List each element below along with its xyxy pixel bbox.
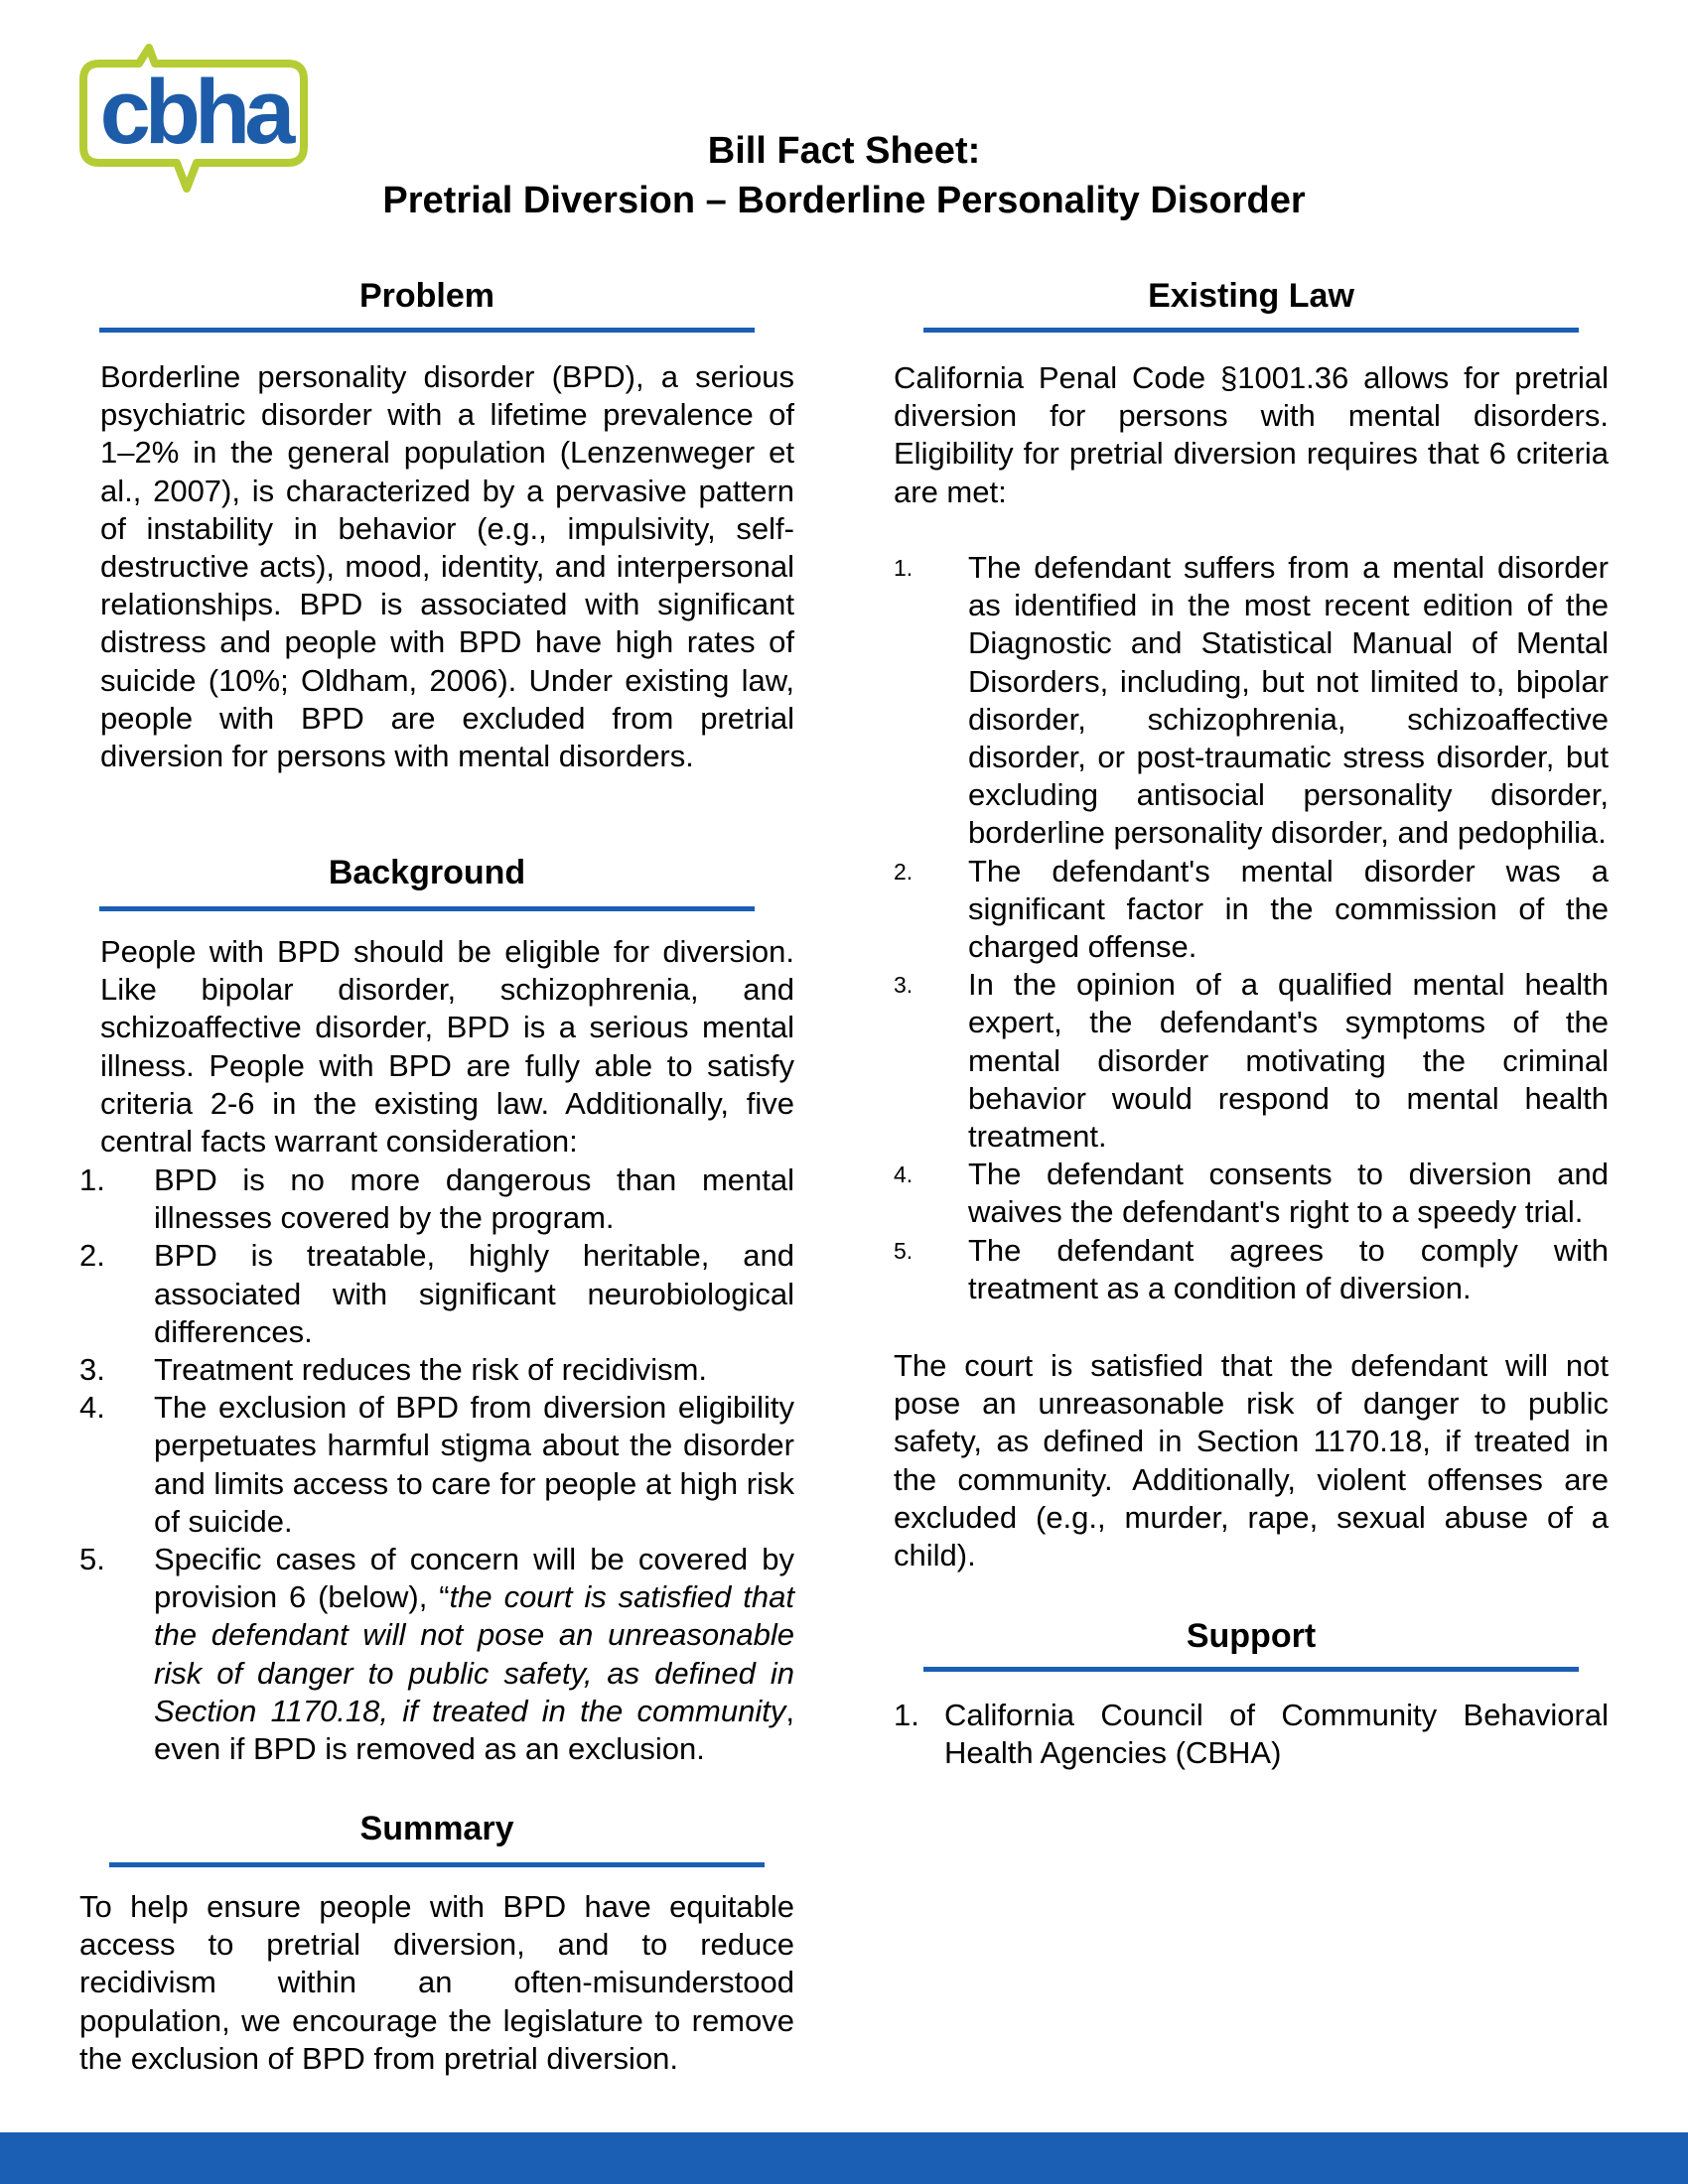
list-item — [79, 1237, 794, 1351]
list-text: California Council of Community Behavioral Health Agencies (CBHA) — [944, 1698, 1609, 1771]
existing-law-intro: California Penal Code §1001.36 allows for pretrial diversion for persons with mental disorders. Eligibility for pretrial diversion requires that 6 criteria are met: — [894, 360, 1609, 509]
existing-law-rule — [923, 328, 1579, 333]
support-heading: Support — [1186, 1617, 1317, 1655]
list-text: The defendant consents to diversion and waives the defendant's right to a speedy trial. — [968, 1157, 1609, 1230]
list-text: BPD is treatable, highly heritable, and associated with significant neurobiological differences. — [154, 1238, 794, 1349]
list-item — [894, 966, 1609, 1156]
support-list — [894, 1697, 1609, 1772]
logo-text: cbha — [99, 62, 290, 163]
summary-heading: Summary — [359, 1810, 514, 1847]
existing-law-list — [894, 549, 1609, 1307]
problem-text: Borderline personality disorder (BPD), a serious psychiatric disorder with a lifetime prevalence of 1–2% in the general population (Lenzenweger et al., 2007), is characterized by a pervasive pattern of instability in behavior (e.g., impulsivity, self-destructive acts), mood, identity, and interpersonal relationships. BPD is associated with significant distress and people with BPD have high rates of suicide (10%; Oldham, 2006). Under existing law, people with BPD are excluded from pretrial diversion for persons with mental disorders. — [100, 359, 794, 774]
list-item — [79, 1351, 794, 1389]
list-number: 1. — [894, 555, 914, 581]
support-rule — [923, 1667, 1579, 1672]
problem-rule — [99, 328, 755, 333]
footer-bar — [0, 2132, 1688, 2184]
list-text: In the opinion of a qualified mental health expert, the defendant's symptoms of the mental disorder motivating the criminal behavior would respond to mental health treatment. — [968, 967, 1609, 1155]
list-number: 5. — [894, 1237, 914, 1264]
list-text: BPD is no more dangerous than mental illnesses covered by the program. — [154, 1162, 794, 1236]
list-item — [79, 1541, 794, 1768]
list-text: The defendant's mental disorder was a significant factor in the commission of the charged offense. — [968, 853, 1609, 965]
existing-law-closing: The court is satisfied that the defendant will not pose an unreasonable risk of danger to public safety, as defined in Section 1170.18, if treated in the community. Additionally, violent offenses are excluded (e.g., murder, rape, sexual abuse of a child). — [894, 1348, 1609, 1573]
list-number: 3. — [79, 1352, 105, 1388]
summary-rule — [109, 1862, 765, 1867]
page-title: Bill Fact Sheet: — [707, 130, 981, 172]
list-number: 4. — [79, 1390, 105, 1426]
list-item — [894, 1232, 1609, 1307]
list-text: The exclusion of BPD from diversion eligibility perpetuates harmful stigma about the disorder and limits access to care for people at high risk of suicide. — [154, 1390, 794, 1539]
list-item — [894, 549, 1609, 853]
background-intro: People with BPD should be eligible for diversion. Like bipolar disorder, schizophrenia, and schizoaffective disorder, BPD is a serious mental illness. People with BPD are fully able to satisfy criteria 2-6 in the existing law. Additionally, five central facts warrant consideration: — [100, 934, 794, 1160]
list-item — [894, 853, 1609, 967]
list-text: Treatment reduces the risk of recidivism. — [154, 1352, 708, 1388]
list-item — [79, 1161, 794, 1237]
list-number: 2. — [894, 858, 914, 885]
list-number: 2. — [79, 1238, 105, 1274]
list-number: 1. — [79, 1162, 105, 1197]
list-text: Specific cases of concern will be covered by provision 6 (below), “ — [154, 1542, 794, 1615]
list-number: 5. — [79, 1542, 105, 1577]
list-text: The defendant agrees to comply with treatment as a condition of diversion. — [968, 1232, 1609, 1305]
background-list — [79, 1161, 794, 1768]
list-item — [79, 1389, 794, 1541]
existing-law-heading: Existing Law — [1148, 277, 1354, 315]
quoted-provision: the court is satisfied that the defendant will not pose an unreasonable risk of danger to public safety, as defined in Section 1170.18, if treated in the community — [154, 1579, 795, 1728]
problem-heading: Problem — [358, 277, 495, 315]
list-number: 1. — [894, 1698, 919, 1732]
list-number: 3. — [894, 972, 914, 999]
list-number: 4. — [894, 1161, 914, 1188]
list-item — [894, 1156, 1609, 1231]
background-rule — [99, 906, 755, 911]
background-heading: Background — [328, 854, 526, 891]
list-item — [894, 1697, 1609, 1772]
list-text: The defendant suffers from a mental disorder as identified in the most recent edition of the Diagnostic and Statistical Manual of Mental Disorders, including, but not limited to, bipolar disorder, schizophrenia, schizoaffective disorder, or post-traumatic stress disorder, but excluding antisocial personality disorder, borderline personality disorder, and pedophilia. — [968, 550, 1609, 851]
page-subtitle: Pretrial Diversion – Borderline Personality Disorder — [382, 180, 1306, 221]
list-text: , even if BPD is removed as an exclusion. — [154, 1693, 794, 1767]
summary-text: To help ensure people with BPD have equitable access to pretrial diversion, and to reduce recidivism within an often-misunderstood population, we encourage the legislature to remove the exclusion of BPD from pretrial diversion. — [79, 1889, 794, 2076]
